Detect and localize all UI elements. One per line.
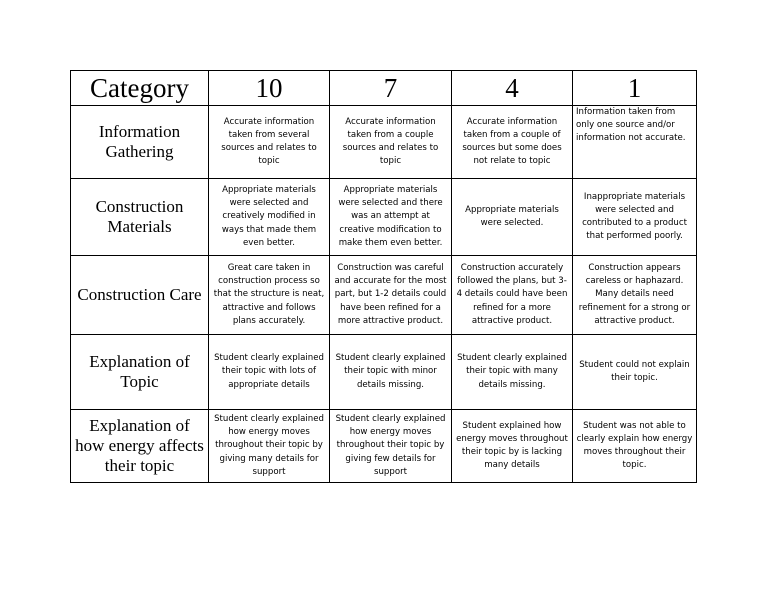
cell-score-7: Student clearly explained their topic with minor details missing. [330,335,452,410]
header-score-10: 10 [209,71,330,106]
header-category: Category [71,71,209,106]
cell-score-10: Student clearly explained how energy moves throughout their topic by giving many details for support [209,410,330,483]
row-category: Explanation of Topic [71,335,209,410]
cell-score-7: Appropriate materials were selected and there was an attempt at creative modification to make them even better. [330,179,452,256]
cell-score-1: Inappropriate materials were selected and contributed to a product that performed poorly. [573,179,697,256]
row-category: Information Gathering [71,106,209,179]
table-row [71,179,697,256]
header-score-7: 7 [330,71,452,106]
cell-score-7: Accurate information taken from a couple sources and relates to topic [330,106,452,179]
cell-score-4: Accurate information taken from a couple of sources but some does not relate to topic [452,106,573,179]
row-category: Explanation of how energy affects their topic [71,410,209,483]
cell-score-4: Student clearly explained their topic with many details missing. [452,335,573,410]
cell-score-10: Great care taken in construction process so that the structure is neat, attractive and follows plans accurately. [209,256,330,335]
header-score-1: 1 [573,71,697,106]
header-row [71,71,697,106]
cell-score-4: Construction accurately followed the plans, but 3-4 details could have been refined for a more attractive product. [452,256,573,335]
table-row [71,256,697,335]
row-category: Construction Care [71,256,209,335]
cell-score-4: Appropriate materials were selected. [452,179,573,256]
table-row [71,335,697,410]
row-category: Construction Materials [71,179,209,256]
rubric-table [70,70,697,483]
cell-score-1: Construction appears careless or haphazard. Many details need refinement for a strong or attractive product. [573,256,697,335]
cell-score-1: Student was not able to clearly explain how energy moves throughout their topic. [573,410,697,483]
cell-score-10: Appropriate materials were selected and creatively modified in ways that made them even better. [209,179,330,256]
cell-score-1: Information taken from only one source and/or information not accurate. [573,106,697,179]
cell-score-1: Student could not explain their topic. [573,335,697,410]
cell-score-7: Student clearly explained how energy moves throughout their topic by giving few details for support [330,410,452,483]
header-score-4: 4 [452,71,573,106]
table-row [71,410,697,483]
cell-score-4: Student explained how energy moves throughout their topic by is lacking many details [452,410,573,483]
cell-score-10: Student clearly explained their topic with lots of appropriate details [209,335,330,410]
cell-score-7: Construction was careful and accurate for the most part, but 1-2 details could have been refined for a more attractive product. [330,256,452,335]
cell-score-10: Accurate information taken from several sources and relates to topic [209,106,330,179]
table-row [71,106,697,179]
